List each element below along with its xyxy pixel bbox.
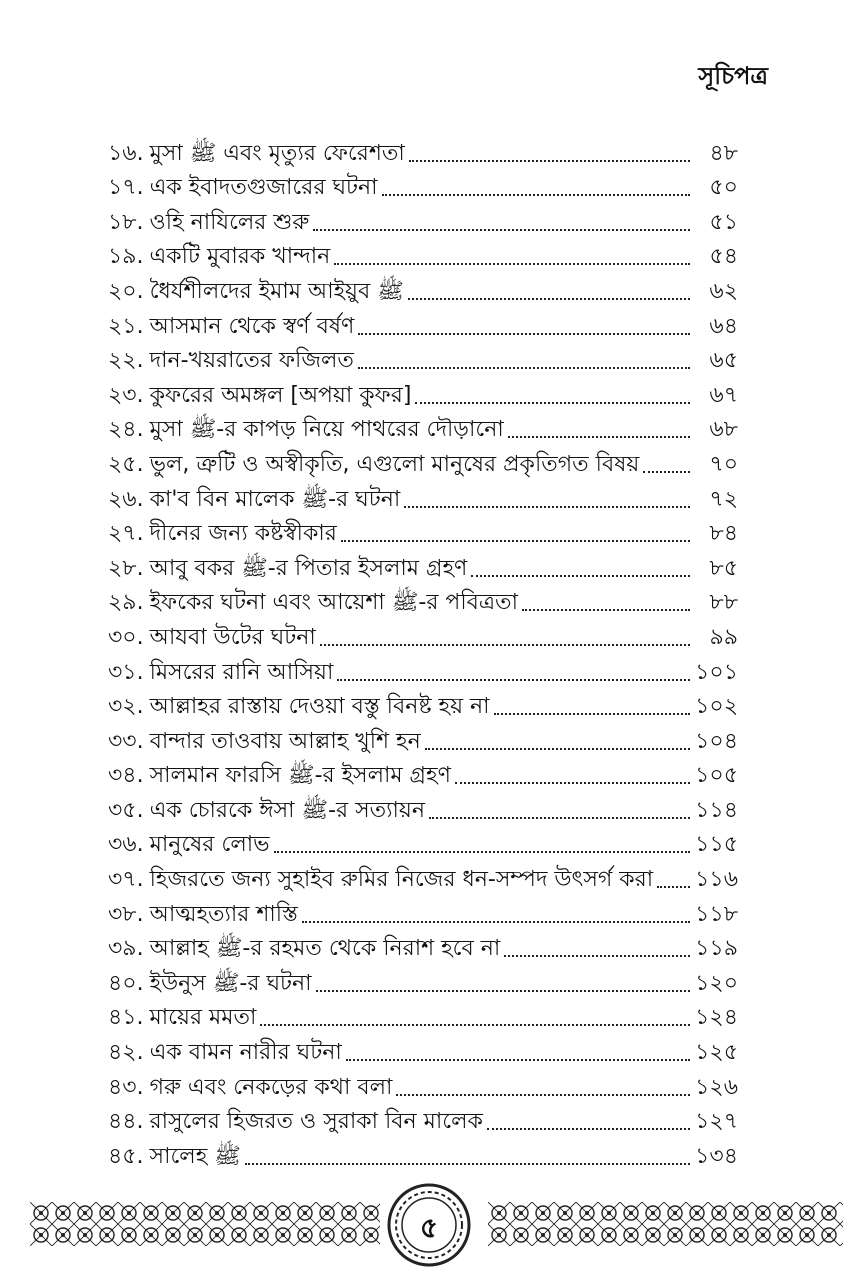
toc-entry	[108, 201, 738, 236]
toc-entry-page: ১১৬	[695, 867, 738, 893]
toc-entry	[108, 928, 738, 963]
toc-entry-title: সালেহ ﷺ	[149, 1143, 241, 1169]
toc-dot-leader	[643, 471, 690, 473]
toc-entry-number: ১৬.	[108, 140, 144, 166]
toc-entry-page: ১২৫	[695, 1040, 738, 1066]
toc-dot-leader	[657, 886, 690, 888]
toc-entry-number: ১৭.	[108, 175, 144, 201]
toc-entry-title: মিসরের রানি আসিয়া	[149, 659, 334, 685]
toc-entry-title: মুসা ﷺ-র কাপড় নিয়ে পাথরের দৌড়ানো	[149, 417, 504, 443]
toc-entry-number: ৩৯.	[108, 936, 144, 962]
toc-entry-page: ১০১	[695, 659, 738, 685]
toc-entry-title: আবু বকর ﷺ-র পিতার ইসলাম গ্রহণ	[149, 555, 468, 581]
toc-dot-leader	[358, 333, 690, 335]
toc-dot-leader	[396, 1094, 690, 1096]
toc-entry	[108, 270, 738, 305]
toc-entry	[108, 582, 738, 617]
toc-entry-page: ৫১	[709, 209, 738, 235]
toc-entry-number: ১৯.	[108, 244, 144, 270]
toc-entry-page: ১১৮	[695, 901, 738, 927]
toc-entry	[108, 824, 738, 859]
toc-entry-title: আল্লাহ ﷺ-র রহমত থেকে নিরাশ হবে না	[149, 936, 501, 962]
toc-entry	[108, 720, 738, 755]
toc-dot-leader	[508, 436, 690, 438]
toc-entry	[108, 651, 738, 686]
toc-entry	[108, 236, 738, 271]
toc-entry-title: সালমান ফারসি ﷺ-র ইসলাম গ্রহণ	[149, 763, 451, 789]
toc-entry-title: ইফকের ঘটনা এবং আয়েশা ﷺ-র পবিত্রতা	[149, 590, 518, 616]
toc-entry-page: ১৩৪	[695, 1143, 738, 1169]
toc-entry-number: ৪৪.	[108, 1109, 144, 1135]
toc-entry-number: ২৩.	[108, 382, 144, 408]
toc-entry-title: আসমান থেকে স্বর্ণ বর্ষণ	[149, 313, 355, 339]
toc-entry-title: হিজরতে জন্য সুহাইব রুমির নিজের ধন-সম্পদ উৎসর্গ করা	[149, 867, 654, 893]
toc-dot-leader	[358, 367, 690, 369]
ornament-band-right	[488, 1202, 843, 1246]
toc-entry-page: ১২৭	[695, 1109, 738, 1135]
toc-entry	[108, 755, 738, 790]
toc-entry-title: মানুষের লোভ	[149, 832, 270, 858]
toc-entry-page: ১১৯	[695, 936, 738, 962]
toc-entry-number: ২৯.	[108, 590, 144, 616]
toc-dot-leader	[409, 160, 690, 162]
toc-dot-leader	[320, 644, 690, 646]
toc-entry-page: ১২৬	[695, 1074, 738, 1100]
toc-dot-leader	[313, 229, 690, 231]
toc-dot-leader	[316, 990, 690, 992]
toc-entry-title: বান্দার তাওবায় আল্লাহ খুশি হন	[149, 728, 421, 754]
toc-entry	[108, 893, 738, 928]
toc-entry-number: ৩২.	[108, 694, 144, 720]
toc-entry-number: ১৮.	[108, 209, 144, 235]
toc-entry	[108, 1031, 738, 1066]
toc-dot-leader	[425, 748, 690, 750]
toc-entry	[108, 1101, 738, 1136]
table-of-contents	[108, 132, 738, 1170]
toc-entry-page: ৮৮	[709, 590, 738, 616]
toc-entry-title: কা'ব বিন মালেক ﷺ-র ঘটনা	[149, 486, 401, 512]
toc-entry-number: ২৮.	[108, 555, 144, 581]
toc-entry-title: আল্লাহর রাস্তায় দেওয়া বস্তু বিনষ্ট হয় না	[149, 694, 490, 720]
toc-entry-number: ৪৩.	[108, 1074, 144, 1100]
toc-entry-title: গরু এবং নেকড়ের কথা বলা	[149, 1074, 393, 1100]
toc-entry-number: ২৭.	[108, 521, 144, 547]
toc-entry-number: ২১.	[108, 313, 144, 339]
toc-entry-page: ১২০	[695, 970, 738, 996]
toc-dot-leader	[274, 851, 691, 853]
toc-entry-page: ৭২	[709, 486, 738, 512]
toc-entry-page: ৮৪	[709, 521, 738, 547]
toc-entry-title: কুফরের অমঙ্গল [অপয়া কুফর]	[149, 382, 412, 408]
toc-entry-title: দীনের জন্য কষ্টস্বীকার	[149, 521, 337, 547]
toc-entry	[108, 132, 738, 167]
toc-dot-leader	[346, 1059, 690, 1061]
toc-dot-leader	[522, 609, 690, 611]
toc-entry-title: ধৈর্যশীলদের ইমাম আইয়ুব ﷺ	[149, 278, 404, 304]
toc-entry	[108, 167, 738, 202]
toc-dot-leader	[494, 713, 690, 715]
toc-entry-title: আত্মহত্যার শাস্তি	[149, 901, 298, 927]
toc-dot-leader	[487, 1128, 690, 1130]
toc-dot-leader	[337, 679, 690, 681]
toc-entry	[108, 305, 738, 340]
toc-entry	[108, 858, 738, 893]
page-header-title: সূচিপত্র	[698, 62, 768, 90]
toc-entry-title: মায়ের মমতা	[149, 1005, 257, 1031]
toc-entry-title: এক চোরকে ঈসা ﷺ-র সত্যায়ন	[149, 797, 425, 823]
toc-entry-title: এক ইবাদতগুজারের ঘটনা	[149, 175, 378, 201]
toc-entry-number: ৩৮.	[108, 901, 144, 927]
toc-dot-leader	[415, 402, 690, 404]
toc-entry-page: ৫০	[709, 175, 738, 201]
page-footer	[0, 1180, 868, 1270]
toc-entry	[108, 547, 738, 582]
toc-entry-number: ২২.	[108, 348, 144, 374]
toc-entry	[108, 616, 738, 651]
toc-entry-number: ৩৬.	[108, 832, 144, 858]
toc-entry-page: ১২৪	[695, 1005, 738, 1031]
toc-entry-page: ১০৫	[695, 763, 738, 789]
toc-entry-page: ১০৪	[695, 728, 738, 754]
toc-entry-title: একটি মুবারক খান্দান	[149, 244, 331, 270]
toc-entry	[108, 997, 738, 1032]
toc-entry-page: ৪৮	[709, 140, 738, 166]
toc-entry-number: ৩৪.	[108, 763, 144, 789]
toc-dot-leader	[455, 782, 690, 784]
toc-entry-number: ৩০.	[108, 624, 144, 650]
toc-dot-leader	[429, 817, 690, 819]
toc-entry	[108, 409, 738, 444]
toc-entry-title: ওহি নাযিলের শুরু	[149, 209, 310, 235]
toc-entry-title: এক বামন নারীর ঘটনা	[149, 1040, 342, 1066]
toc-entry-number: ৪৫.	[108, 1143, 144, 1169]
toc-entry-page: ১০২	[695, 694, 738, 720]
toc-dot-leader	[382, 194, 690, 196]
toc-dot-leader	[404, 506, 690, 508]
toc-dot-leader	[260, 1024, 690, 1026]
toc-entry	[108, 513, 738, 548]
toc-entry-number: ৩৭.	[108, 867, 144, 893]
toc-entry-title: ভুল, ত্রুটি ও অস্বীকৃতি, এগুলো মানুষের প্রকৃতিগত বিষয়	[149, 451, 640, 477]
toc-entry-title: আযবা উটের ঘটনা	[149, 624, 316, 650]
toc-entry-page: ৭০	[709, 451, 738, 477]
toc-entry-page: ১১৪	[695, 797, 738, 823]
toc-entry-page: ১১৫	[695, 832, 738, 858]
toc-dot-leader	[408, 298, 690, 300]
toc-entry-page: ৬৫	[709, 348, 738, 374]
ornament-band-left	[30, 1202, 380, 1246]
toc-entry-number: ৪১.	[108, 1005, 144, 1031]
toc-entry	[108, 340, 738, 375]
toc-dot-leader	[471, 575, 690, 577]
toc-entry	[108, 1066, 738, 1101]
toc-entry-page: ৬৪	[709, 313, 738, 339]
toc-entry-page: ৬৭	[709, 382, 738, 408]
toc-entry-number: ২৪.	[108, 417, 144, 443]
toc-entry	[108, 789, 738, 824]
toc-entry-title: মুসা ﷺ এবং মৃত্যুর ফেরেশতা	[149, 140, 405, 166]
toc-entry-page: ৬৮	[709, 417, 738, 443]
toc-entry	[108, 374, 738, 409]
toc-dot-leader	[334, 263, 690, 265]
toc-entry-page: ৯৯	[709, 624, 738, 650]
toc-entry-title: ইউনুস ﷺ-র ঘটনা	[149, 970, 312, 996]
toc-entry-number: ৪০.	[108, 970, 144, 996]
toc-entry-page: ৬২	[709, 278, 738, 304]
toc-entry-number: ৪২.	[108, 1040, 144, 1066]
toc-entry-page: ৫৪	[709, 244, 738, 270]
toc-entry-number: ২৬.	[108, 486, 144, 512]
toc-dot-leader	[245, 1163, 690, 1165]
toc-dot-leader	[504, 955, 690, 957]
toc-dot-leader	[341, 540, 690, 542]
toc-entry	[108, 443, 738, 478]
toc-entry	[108, 1135, 738, 1170]
toc-entry	[108, 478, 738, 513]
toc-dot-leader	[302, 921, 690, 923]
toc-entry	[108, 962, 738, 997]
toc-entry-number: ২৫.	[108, 451, 144, 477]
toc-entry-page: ৮৫	[709, 555, 738, 581]
toc-entry	[108, 686, 738, 721]
toc-entry-number: ৩৫.	[108, 797, 144, 823]
toc-entry-title: রাসুলের হিজরত ও সুরাকা বিন মালেক	[149, 1109, 483, 1135]
toc-entry-number: ২০.	[108, 278, 144, 304]
toc-entry-number: ৩১.	[108, 659, 144, 685]
toc-entry-number: ৩৩.	[108, 728, 144, 754]
toc-entry-title: দান-খয়রাতের ফজিলত	[149, 348, 354, 374]
page-number: ৫	[419, 1211, 439, 1244]
